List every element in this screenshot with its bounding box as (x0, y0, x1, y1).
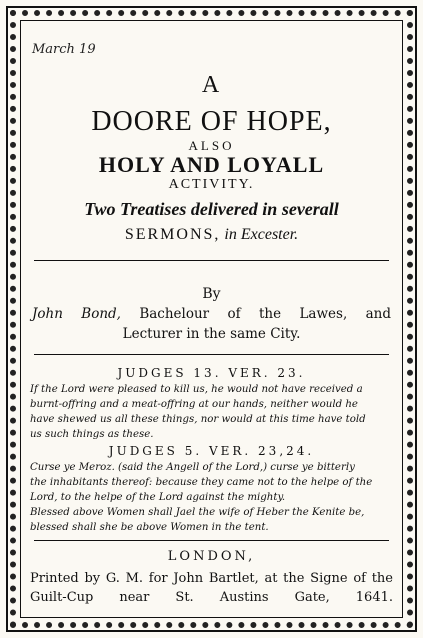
divider-rule (34, 354, 389, 355)
handwritten-annotation: March 19 (32, 42, 96, 57)
quote-line: burnt-offring and a meat-offring at our hands, neither would he (30, 399, 358, 410)
divider-rule (34, 540, 389, 541)
imprint-line: Printed by G. M. for John Bartlet, at the Signe of the (30, 571, 393, 586)
title-line-sermons (24, 226, 399, 244)
scripture-quote (30, 382, 393, 442)
sermons-in: in (220, 226, 241, 243)
author-name: John Bond, (32, 306, 121, 322)
byline-author (32, 306, 391, 322)
quote-line: blessed shall she be above Women in the tent. (30, 522, 269, 533)
scripture-reference: JUDGES 13. VER. 23. (117, 366, 306, 380)
title-line-two-treatises: Two Treatises delivered in severall (84, 199, 339, 219)
divider-rule (34, 260, 389, 261)
scripture-reference: JUDGES 5. VER. 23,24. (108, 444, 315, 458)
title-line-also: ALSO (188, 138, 235, 153)
quote-line: If the Lord were pleased to kill us, he would not have received a (30, 384, 363, 395)
title-line-a: A (201, 72, 222, 98)
title-line-doore-of-hope: DOORE OF HOPE, (91, 106, 332, 137)
imprint-line: Guilt-Cup near St. Austins Gate, 1641. (30, 590, 393, 605)
title-line-holy-and-loyall: HOLY AND LOYALL (98, 152, 325, 177)
sermons-word: SERMONS, (124, 226, 221, 243)
quote-line: Blessed above Women shall Jael the wife of Heber the Kenite be, (30, 507, 365, 518)
quote-line: Lord, to the helpe of the Lord against the mighty. (30, 492, 286, 503)
sermons-place: Excester. (240, 226, 299, 243)
quote-line: Curse ye Meroz. (said the Angell of the Lord,) curse ye bitterly (30, 462, 355, 473)
quote-line: the inhabitants thereof: because they came not to the helpe of the (30, 477, 373, 488)
byline-lecturer: Lecturer in the same City. (122, 326, 301, 342)
title-line-activity: ACTIVITY. (168, 177, 255, 192)
title-page-content (24, 24, 399, 614)
byline-by: By (202, 286, 221, 302)
quote-line: have shewed us all these things, nor would at this time have told (30, 414, 366, 425)
scripture-quote (30, 460, 393, 535)
quote-line: us such things as these. (30, 429, 154, 440)
author-title: Bachelour of the Lawes, and (120, 306, 391, 322)
imprint-city: LONDON, (167, 549, 256, 564)
